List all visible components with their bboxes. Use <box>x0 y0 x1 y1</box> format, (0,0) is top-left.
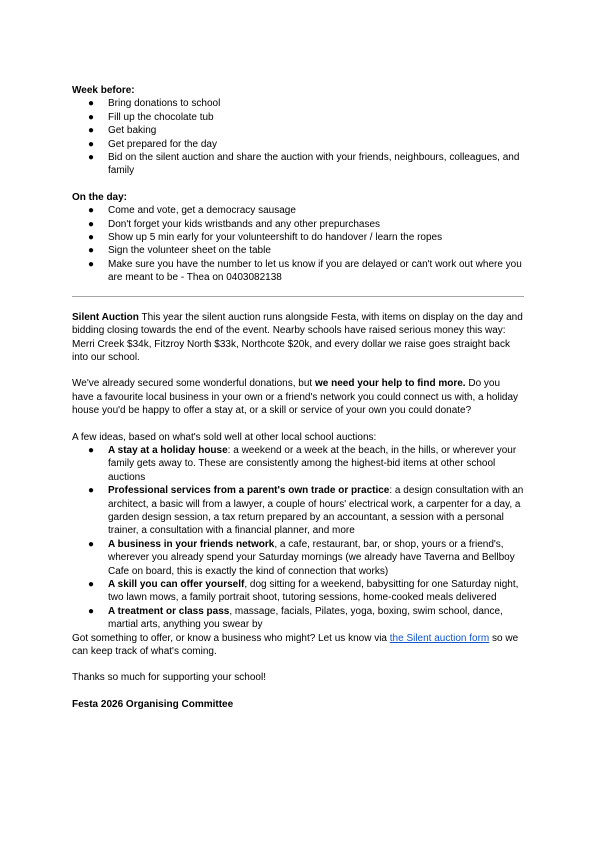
list-item: ● Come and vote, get a democracy sausage <box>88 205 296 217</box>
section-divider <box>72 296 524 297</box>
bullet-icon: ● <box>88 245 95 257</box>
silent-auction-intro: Silent Auction This year the silent auction runs alongside Festa, with items on display on the day and bidding closing towards the end of the event. Nearby schools have raised serious money this way: Merri Creek $34k, Fitzroy North $33k, Northcote $20k, and every dollar we raise goes straight back into our school. <box>72 311 523 363</box>
bullet-icon: ● <box>88 538 95 550</box>
signoff: Festa 2026 Organising Committee <box>72 698 234 710</box>
bullet-icon: ● <box>88 232 95 244</box>
list-item: ● Get prepared for the day <box>88 138 217 150</box>
on-the-day-heading: On the day: <box>72 191 128 203</box>
help-callout: we need your help to find more. <box>314 378 466 390</box>
list-item: ● Get baking <box>88 125 157 137</box>
list-item: ● A stay at a holiday house: a weekend or a week at the beach, in the hills, or wherever your family gets away to. These are consistently among the highest-bid items at other school auctions <box>88 444 517 483</box>
bullet-icon: ● <box>88 605 95 617</box>
list-item: ● A business in your friends network, a cafe, restaurant, bar, or shop, yours or a friend's, wherever you already spend your Saturday mornings (we already have Taverna and Bellboy Cafe on board, this is exactly the kind of connection that works) <box>88 538 515 577</box>
bullet-icon: ● <box>88 152 95 164</box>
list-item: ● Show up 5 min early for your volunteershift to do handover / learn the ropes <box>88 232 443 244</box>
bullet-icon: ● <box>88 98 95 110</box>
donations-paragraph: We've already secured some wonderful donations, but we need your help to find more. Do you have a favourite local business in your own or a friend's network you could connect us with, a holiday house you'd be happy to offer a stay at, or a skill or service of your own you could donate? <box>72 378 519 417</box>
bullet-icon: ● <box>88 579 95 590</box>
list-item: ● Sign the volunteer sheet on the table <box>88 245 271 257</box>
bullet-icon: ● <box>88 205 95 217</box>
silent-auction-form-link[interactable]: the Silent auction form <box>389 632 490 644</box>
on-the-day-list <box>72 204 524 284</box>
bullet-icon: ● <box>88 218 95 230</box>
list-item: ● Bid on the silent auction and share the auction with your friends, neighbours, colleagues, and family <box>88 152 520 177</box>
list-item: ● Fill up the chocolate tub <box>88 111 214 123</box>
thanks-line: Thanks so much for supporting your school! <box>72 672 266 684</box>
bullet-icon: ● <box>88 444 95 456</box>
list-item: ● A skill you can offer yourself, dog sitting for a weekend, babysitting for one Saturday night, two lawn mows, a family portrait shoot, tutoring sessions, home-cooked meals delivered <box>88 579 519 604</box>
bullet-icon: ● <box>88 485 95 497</box>
list-item: ● Make sure you have the number to let us know if you are delayed or can't work out where you are meant to be - Thea on 0403082138 <box>88 258 522 284</box>
list-item: ● Bring donations to school <box>88 98 221 110</box>
week-before-list <box>72 97 524 177</box>
bullet-icon: ● <box>88 138 95 150</box>
bullet-icon: ● <box>88 125 95 137</box>
list-item: ● Don't forget your kids wristbands and any other prepurchases <box>88 218 381 230</box>
call-to-action: Got something to offer, or know a business who might? Let us know via the Silent auction form so we can keep track of what's coming. <box>72 632 519 658</box>
list-item: ● A treatment or class pass, massage, facials, Pilates, yoga, boxing, swim school, dance, martial arts, anything you swear by <box>88 605 503 631</box>
bullet-icon: ● <box>88 111 95 123</box>
ideas-intro: A few ideas, based on what's sold well at other local school auctions: <box>72 431 377 443</box>
document-body <box>72 84 524 711</box>
list-item: ● Professional services from a parent's own trade or practice: a design consultation with an architect, a basic will from a lawyer, a couple of hours' electrical work, a carpenter for a day, a garden design session, a tax return prepared by an accountant, a session with a personal trainer, a consultation with a financial planner, and more <box>88 485 524 537</box>
silent-auction-title: Silent Auction <box>72 311 139 323</box>
week-before-heading: Week before: <box>72 85 135 96</box>
bullet-icon: ● <box>88 258 95 270</box>
ideas-list <box>72 444 524 632</box>
